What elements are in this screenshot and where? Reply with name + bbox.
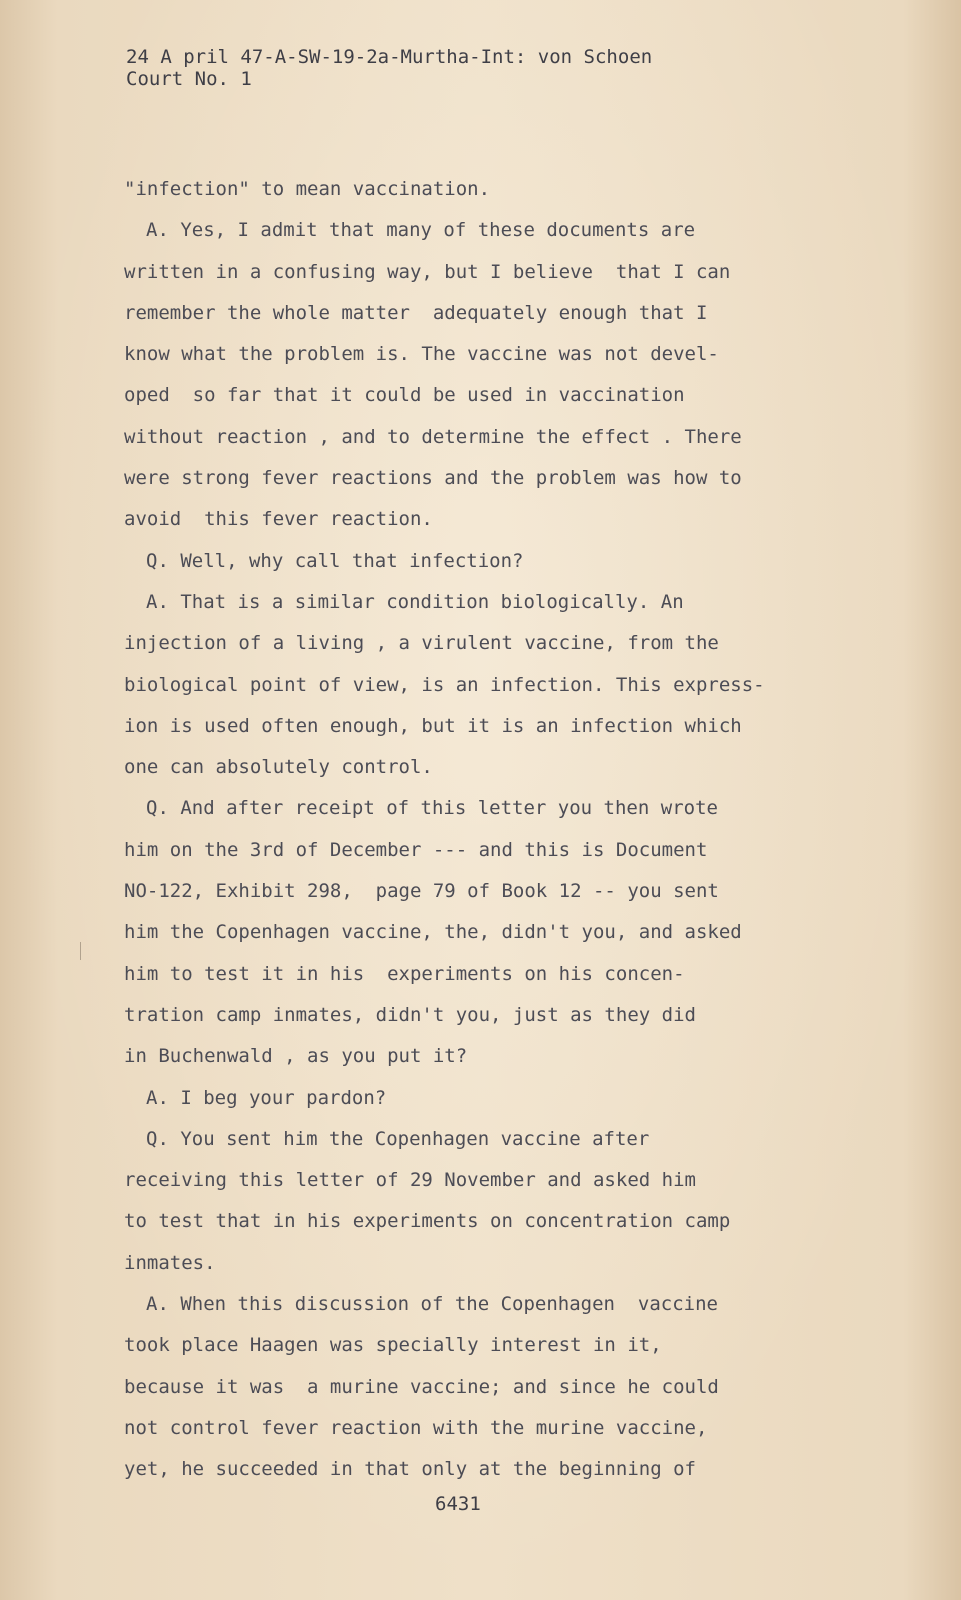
transcript-line: avoid this fever reaction. <box>124 508 433 531</box>
transcript-body <box>124 169 954 1491</box>
transcript-line: know what the problem is. The vaccine was not devel- <box>124 343 719 366</box>
transcript-line: were strong fever reactions and the problem was how to <box>124 467 742 490</box>
transcript-line: without reaction , and to determine the effect . There <box>124 425 742 448</box>
transcript-line: injection of a living , a virulent vaccine, from the <box>124 632 719 655</box>
transcript-line: oped so far that it could be used in vaccination <box>124 384 685 407</box>
transcript-line: in Buchenwald , as you put it? <box>124 1045 468 1068</box>
transcript-line: written in a confusing way, but I believe that I can <box>124 260 731 283</box>
header-line-1: 24 A pril 47-A-SW-19-2a-Murtha-Int: von Schoen <box>126 46 653 68</box>
transcript-line: him to test it in his experiments on his concen- <box>124 962 685 985</box>
transcript-line: inmates. <box>124 1251 216 1274</box>
transcript-line: yet, he succeeded in that only at the beginning of <box>124 1458 696 1481</box>
transcript-line: not control fever reaction with the murine vaccine, <box>124 1416 708 1439</box>
page-number: 6431 <box>435 1493 481 1515</box>
transcript-line: to test that in his experiments on concentration camp <box>124 1210 731 1233</box>
transcript-line: because it was a murine vaccine; and since he could <box>124 1375 719 1398</box>
transcript-line: receiving this letter of 29 November and asked him <box>124 1169 696 1192</box>
transcript-line: tration camp inmates, didn't you, just as they did <box>124 1003 696 1026</box>
transcript-line: him the Copenhagen vaccine, the, didn't you, and asked <box>124 921 742 944</box>
transcript-line: ion is used often enough, but it is an infection which <box>124 714 742 737</box>
transcript-line: A. That is a similar condition biologically. An <box>146 590 684 613</box>
transcript-line: took place Haagen was specially interest in it, <box>124 1334 662 1357</box>
transcript-line: one can absolutely control. <box>124 756 433 779</box>
transcript-line: A. Yes, I admit that many of these documents are <box>146 219 696 242</box>
transcript-line: remember the whole matter adequately enough that I <box>124 301 708 324</box>
transcript-line: A. When this discussion of the Copenhagen vaccine <box>146 1293 718 1316</box>
transcript-line: "infection" to mean vaccination. <box>124 178 491 200</box>
transcript-line: Q. You sent him the Copenhagen vaccine after <box>146 1127 650 1150</box>
transcript-line: Q. Well, why call that infection? <box>146 549 524 572</box>
transcript-line: Q. And after receipt of this letter you then wrote <box>146 797 718 820</box>
header-line-2: Court No. 1 <box>126 68 252 90</box>
document-header <box>126 46 652 90</box>
transcript-line: him on the 3rd of December --- and this is Document <box>124 838 708 861</box>
transcript-line: A. I beg your pardon? <box>146 1086 387 1109</box>
transcript-line: biological point of view, is an infection. This express- <box>124 673 765 696</box>
margin-mark <box>80 942 81 960</box>
transcript-line: NO-122, Exhibit 298, page 79 of Book 12 -- you sent <box>124 880 719 903</box>
